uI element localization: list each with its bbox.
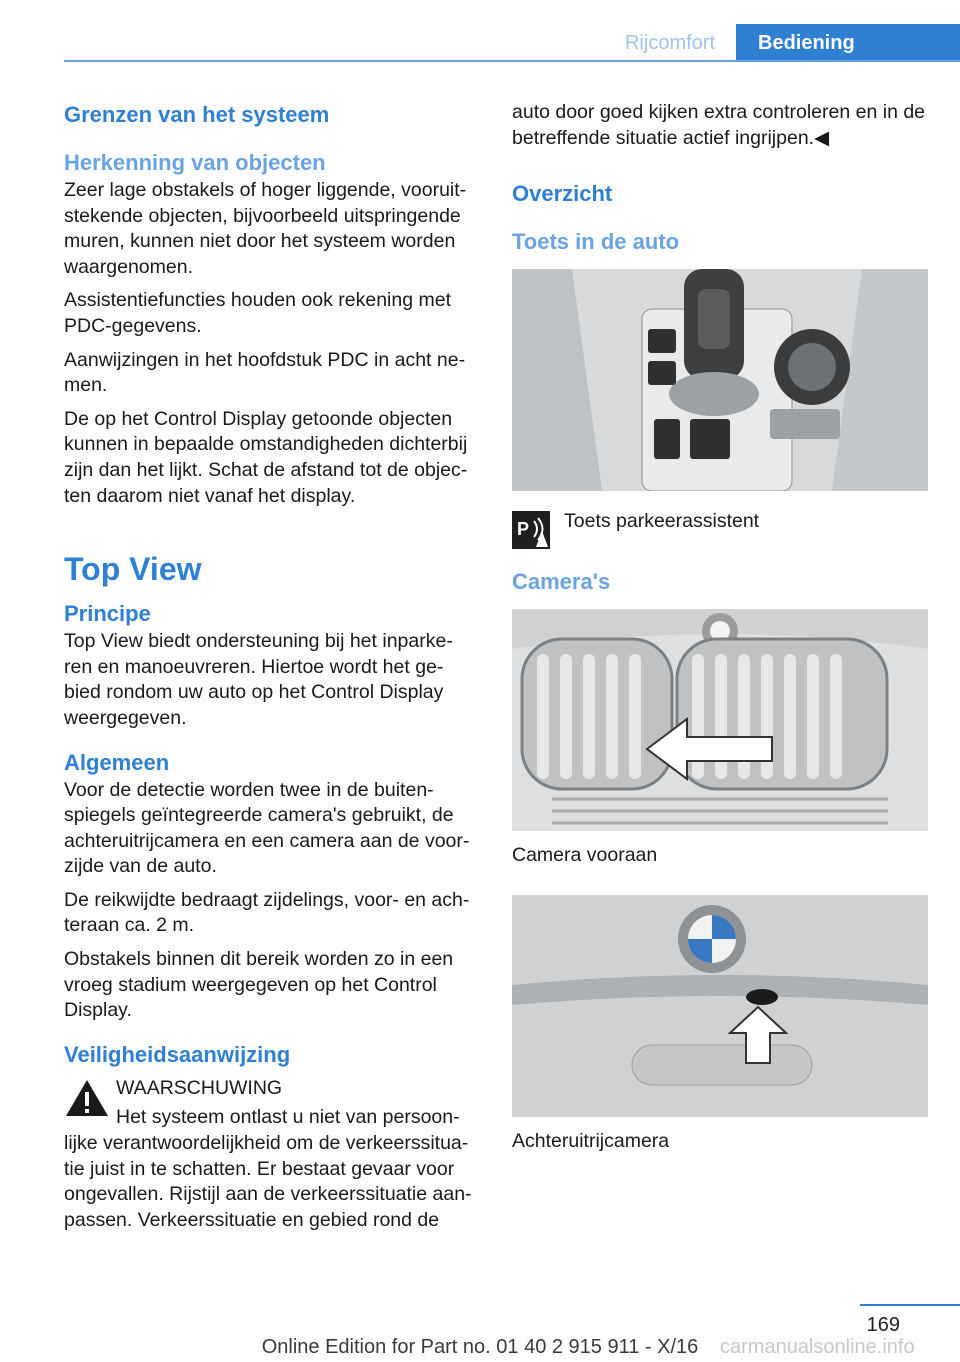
paragraph-pdc-chapter: Aanwijzingen in het hoofdstuk PDC in acht ne-men.	[64, 348, 466, 397]
paragraph-obstacles-display: Obstakels binnen dit bereik worden zo in een vroeg stadium weergegeven op het Control Display.	[64, 948, 454, 1022]
footer-divider	[860, 1304, 960, 1306]
page-number: 169	[866, 1314, 900, 1336]
warning-text: Het systeem ontlast u niet van persoon-lijke verantwoordelijkheid om de verkeerssitua-tie juist in te schatten. Er bestaat gevaar voor ongevallen. Rijstijl aan de verkeerssituatie aan-passen. Verkeerssituatie en gebied rond de	[64, 1106, 472, 1231]
park-assist-label: Toets parkeerassistent	[564, 510, 760, 533]
warning-block	[64, 1076, 480, 1234]
heading-system-limits: Grenzen van het systeem	[64, 102, 330, 127]
paragraph-cameras-used: Voor de detectie worden twee in de buiten-spiegels geïntegreerde camera's gebruikt, de achteruitrijcamera en een camera aan de voor-zijde van de auto.	[64, 778, 470, 878]
svg-text:P: P	[517, 519, 530, 540]
heading-general: Algemeen	[64, 749, 170, 775]
heading-safety: Veiligheidsaanwijzing	[64, 1041, 291, 1067]
paragraph-display-distance: De op het Control Display getoonde objecten kunnen in bepaalde omstandigheden dichterbij zijn dan het lijkt. Schat de afstand tot de objec-ten daarom niet vanaf het display.	[64, 407, 468, 507]
heading-principle: Principe	[64, 601, 151, 627]
warning-title: WAARSCHUWING	[116, 1076, 283, 1099]
header-chapter-tab: Bediening	[736, 24, 960, 62]
caption-front-camera: Camera vooraan	[512, 844, 658, 867]
heading-top-view: Top View	[64, 551, 202, 588]
warning-triangle-icon	[64, 1078, 110, 1118]
front-camera-image	[512, 609, 928, 831]
paragraph-low-obstacles: Zeer lage obstakels of hoger liggende, vooruit-stekende objecten, bijvoorbeeld uitspringende muren, kunnen niet door het systeem worden waargenomen.	[64, 179, 467, 278]
right-column	[512, 100, 928, 1154]
paragraph-warning-continued: auto door goed kijken extra controleren en in de betreffende situatie actief ingrijpen.◀	[512, 101, 926, 149]
edition-info: Online Edition for Part no. 01 40 2 915 911 - X/16	[261, 1336, 699, 1358]
paragraph-range: De reikwijdte bedraagt zijdelings, voor- en ach-teraan ca. 2 m.	[64, 888, 470, 937]
heading-cameras: Camera's	[512, 569, 611, 595]
paragraph-assist-pdc: Assistentiefuncties houden ook rekening met PDC-gegevens.	[64, 289, 451, 337]
console-button-image	[512, 269, 928, 491]
heading-overview: Overzicht	[512, 181, 613, 207]
rear-camera-image	[512, 895, 928, 1117]
paragraph-principle: Top View biedt ondersteuning bij het inparke-ren en manoeuvreren. Hiertoe wordt het ge-bied rondom uw auto op het Control Display weergegeven.	[64, 630, 453, 729]
park-assist-legend	[512, 509, 928, 553]
left-column	[64, 100, 480, 1233]
watermark: carmanualsonline.info	[720, 1336, 915, 1358]
caption-rear-camera: Achteruitrijcamera	[512, 1129, 670, 1152]
header-divider	[64, 60, 960, 62]
header-section-tab: Rijcomfort	[624, 32, 715, 54]
park-assist-icon	[512, 511, 550, 549]
heading-object-detection: Herkenning van objecten	[64, 150, 326, 175]
heading-button-in-car: Toets in de auto	[512, 229, 680, 255]
